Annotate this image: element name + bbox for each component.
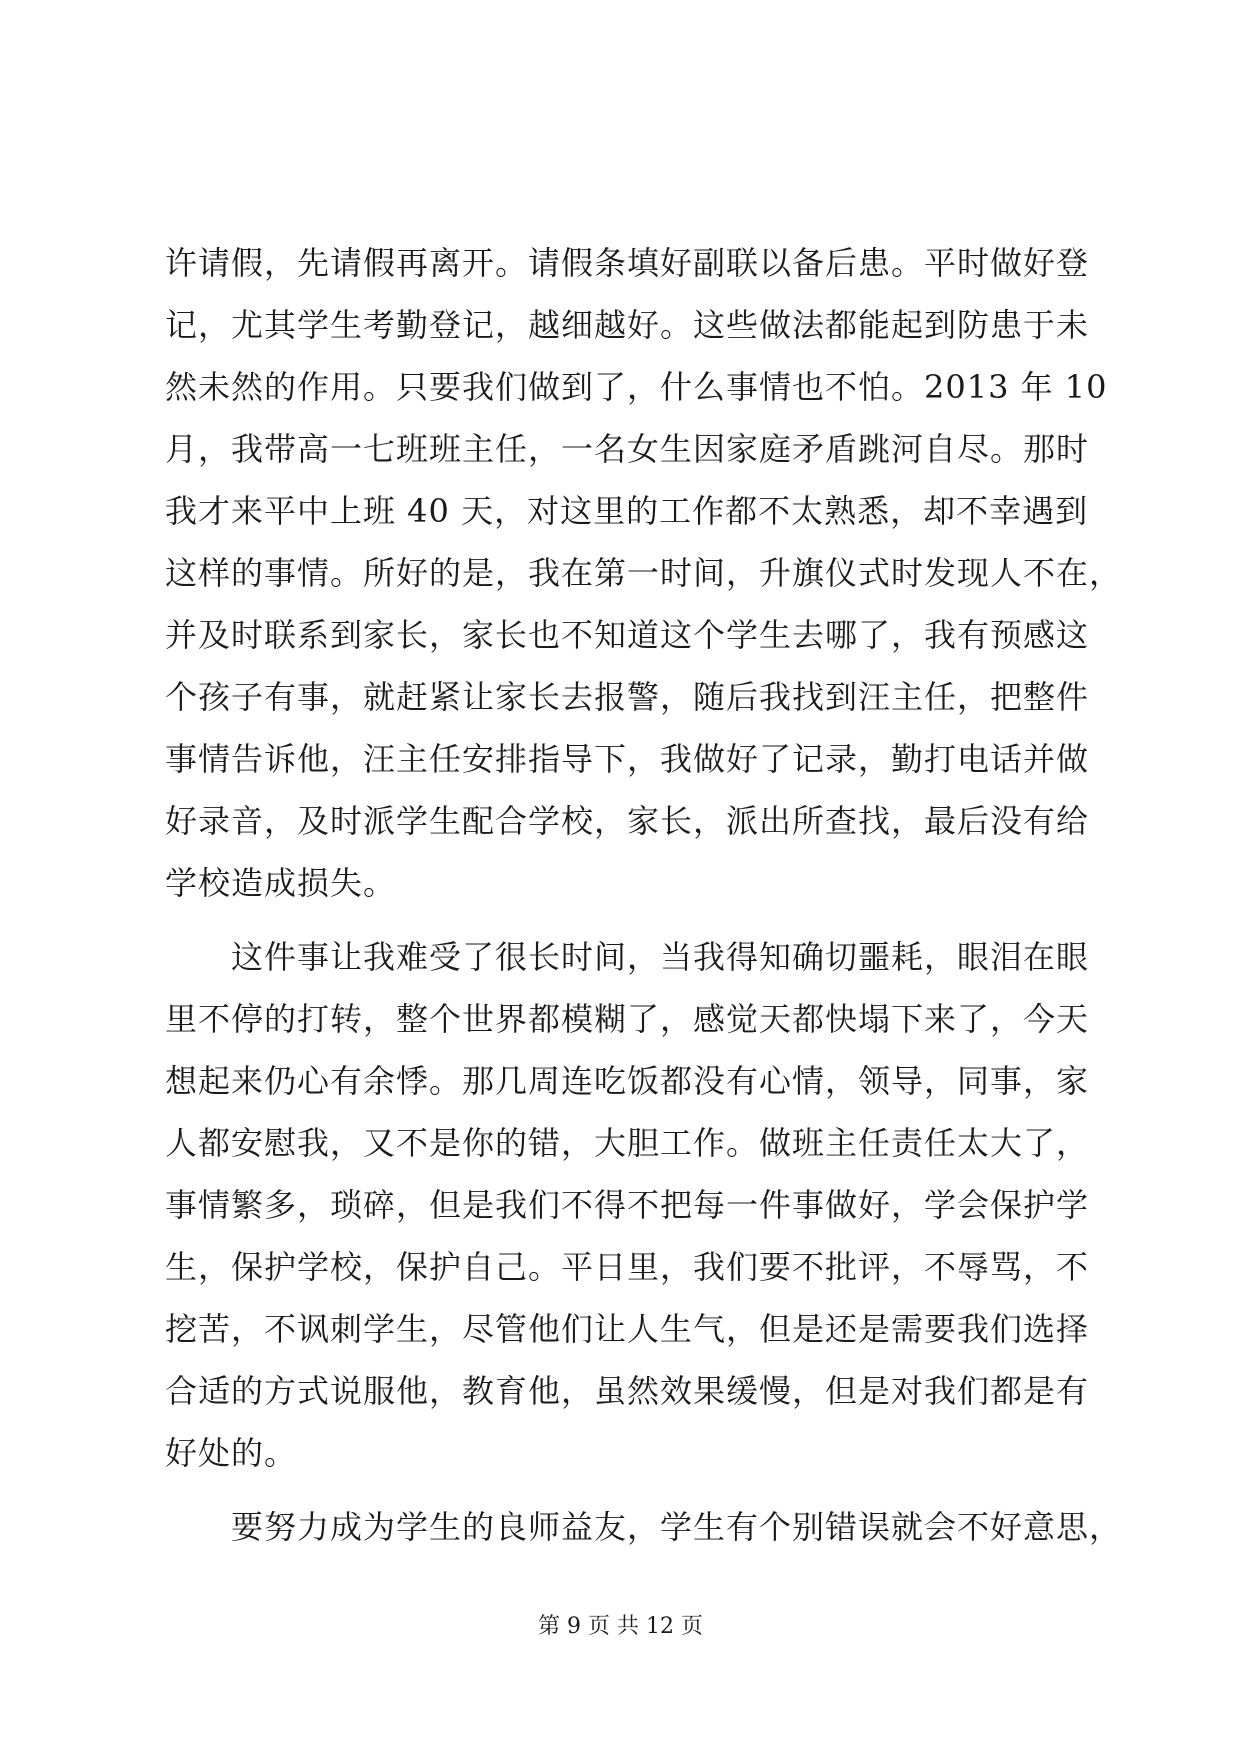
text-line: 个孩子有事，就赶紧让家长去报警，随后我找到汪主任，把整件 — [165, 678, 1090, 716]
text-line: 月，我带高一七班班主任，一名女生因家庭矛盾跳河自尽。那时 — [165, 430, 1090, 468]
text-line: 好处的。 — [165, 1434, 298, 1472]
text-line: 生，保护学校，保护自己。平日里，我们要不批评，不辱骂，不 — [165, 1248, 1090, 1286]
text-line: 想起来仍心有余悸。那几周连吃饭都没有心情，领导，同事，家 — [165, 1062, 1090, 1100]
text-line: 好录音，及时派学生配合学校，家长，派出所查找，最后没有给 — [165, 802, 1090, 840]
text-line: 里不停的打转，整个世界都模糊了，感觉天都快塌下来了，今天 — [165, 1000, 1090, 1038]
text-line: 合适的方式说服他，教育他，虽然效果缓慢，但是对我们都是有 — [165, 1372, 1090, 1410]
text-line: 学校造成损失。 — [165, 864, 397, 902]
text-line: 然未然的作用。只要我们做到了，什么事情也不怕。2013 年 10 — [165, 368, 1108, 406]
text-line: 这件事让我难受了很长时间，当我得知确切噩耗，眼泪在眼 — [165, 938, 1090, 976]
text-line: 要努力成为学生的良师益友，学生有个别错误就会不好意思， — [165, 1508, 1123, 1546]
paragraph-2 — [165, 926, 1090, 1484]
text-line: 人都安慰我，又不是你的错，大胆工作。做班主任责任太大了， — [165, 1124, 1090, 1162]
text-line: 我才来平中上班 40 天，对这里的工作都不太熟悉，却不幸遇到 — [165, 492, 1089, 530]
text-line: 这样的事情。所好的是，我在第一时间，升旗仪式时发现人不在， — [165, 554, 1123, 592]
text-line: 记，尤其学生考勤登记，越细越好。这些做法都能起到防患于未 — [165, 306, 1090, 344]
text-line: 许请假，先请假再离开。请假条填好副联以备后患。平时做好登 — [165, 244, 1090, 282]
paragraph-1 — [165, 232, 1123, 914]
text-line: 并及时联系到家长，家长也不知道这个学生去哪了，我有预感这 — [165, 616, 1090, 654]
text-line: 事情繁多，琐碎，但是我们不得不把每一件事做好，学会保护学 — [165, 1186, 1090, 1224]
text-line: 挖苦，不讽刺学生，尽管他们让人生气，但是还是需要我们选择 — [165, 1310, 1090, 1348]
text-line: 事情告诉他，汪主任安排指导下，我做好了记录，勤打电话并做 — [165, 740, 1090, 778]
document-body — [165, 232, 1123, 1558]
paragraph-3 — [165, 1496, 1123, 1558]
paragraph-gap — [165, 1484, 1085, 1496]
paragraph-gap — [165, 914, 1085, 926]
page-footer: 第 9 页 共 12 页 — [538, 1614, 703, 1639]
